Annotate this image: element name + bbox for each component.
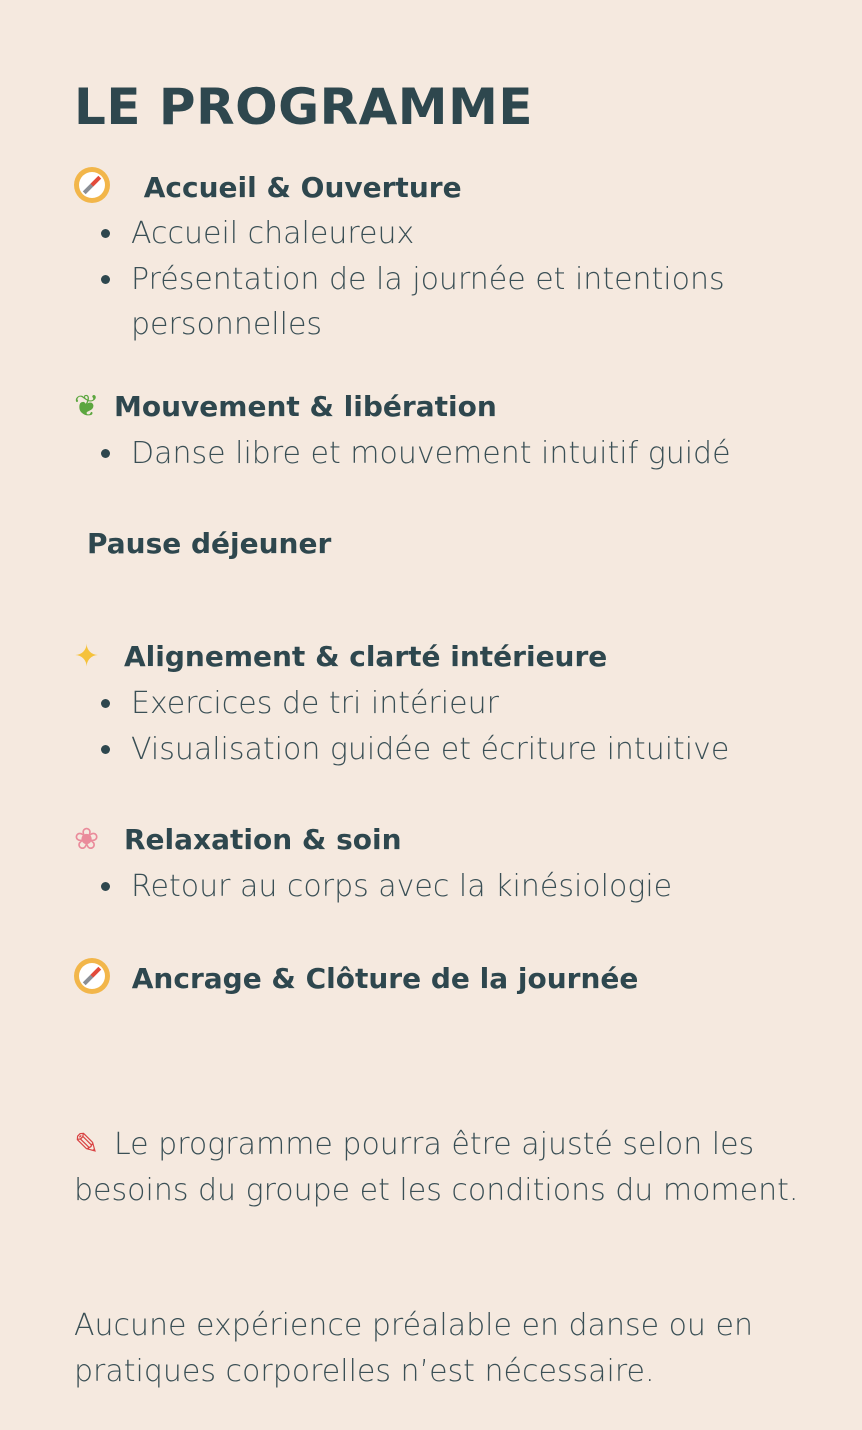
section-list-mouvement <box>74 431 731 477</box>
section-heading-label: Pause déjeuner <box>87 527 332 560</box>
experience-note: Aucune expérience préalable en danse ou en pratiques corporelles n’est nécessaire. <box>74 1308 753 1389</box>
list-item: Visualisation guidée et écriture intuitive <box>74 727 729 773</box>
compass-icon <box>74 958 110 994</box>
section-list-relaxation <box>74 864 672 910</box>
compass-icon <box>74 167 110 203</box>
list-item: Retour au corps avec la kinésiologie <box>74 864 672 910</box>
section-heading-ancrage <box>74 958 638 999</box>
program-adjust-note <box>74 1122 809 1213</box>
seedling-icon: ❦ <box>74 389 100 424</box>
list-item: Exercices de tri intérieur <box>74 681 729 727</box>
sparkles-icon: ✦ <box>74 639 100 674</box>
section-heading-label: Relaxation & soin <box>124 823 402 856</box>
pushpin-icon: ✎ <box>74 1127 100 1162</box>
section-heading-accueil <box>74 167 462 208</box>
list-item: Danse libre et mouvement intuitif guidé <box>74 431 731 477</box>
program-adjust-text: Le programme pourra être ajusté selon les besoins du groupe et les conditions du moment. <box>74 1127 799 1208</box>
section-list-alignement <box>74 681 729 772</box>
list-item: Accueil chaleureux <box>74 211 751 257</box>
page-title: LE PROGRAMME <box>74 78 533 136</box>
section-heading-pause <box>87 524 331 564</box>
section-list-accueil <box>74 211 751 348</box>
section-heading-label: Mouvement & libération <box>114 390 497 423</box>
section-heading-label: Alignement & clarté intérieure <box>124 640 608 673</box>
section-heading-label: Ancrage & Clôture de la journée <box>131 962 639 995</box>
list-item: Présentation de la journée et intentions personnelles <box>74 257 751 348</box>
section-heading-mouvement <box>74 387 497 427</box>
section-heading-label: Accueil & Ouverture <box>143 171 462 204</box>
lotus-icon: ❀ <box>74 822 100 857</box>
section-heading-relaxation <box>74 820 402 860</box>
section-heading-alignement <box>74 637 607 677</box>
